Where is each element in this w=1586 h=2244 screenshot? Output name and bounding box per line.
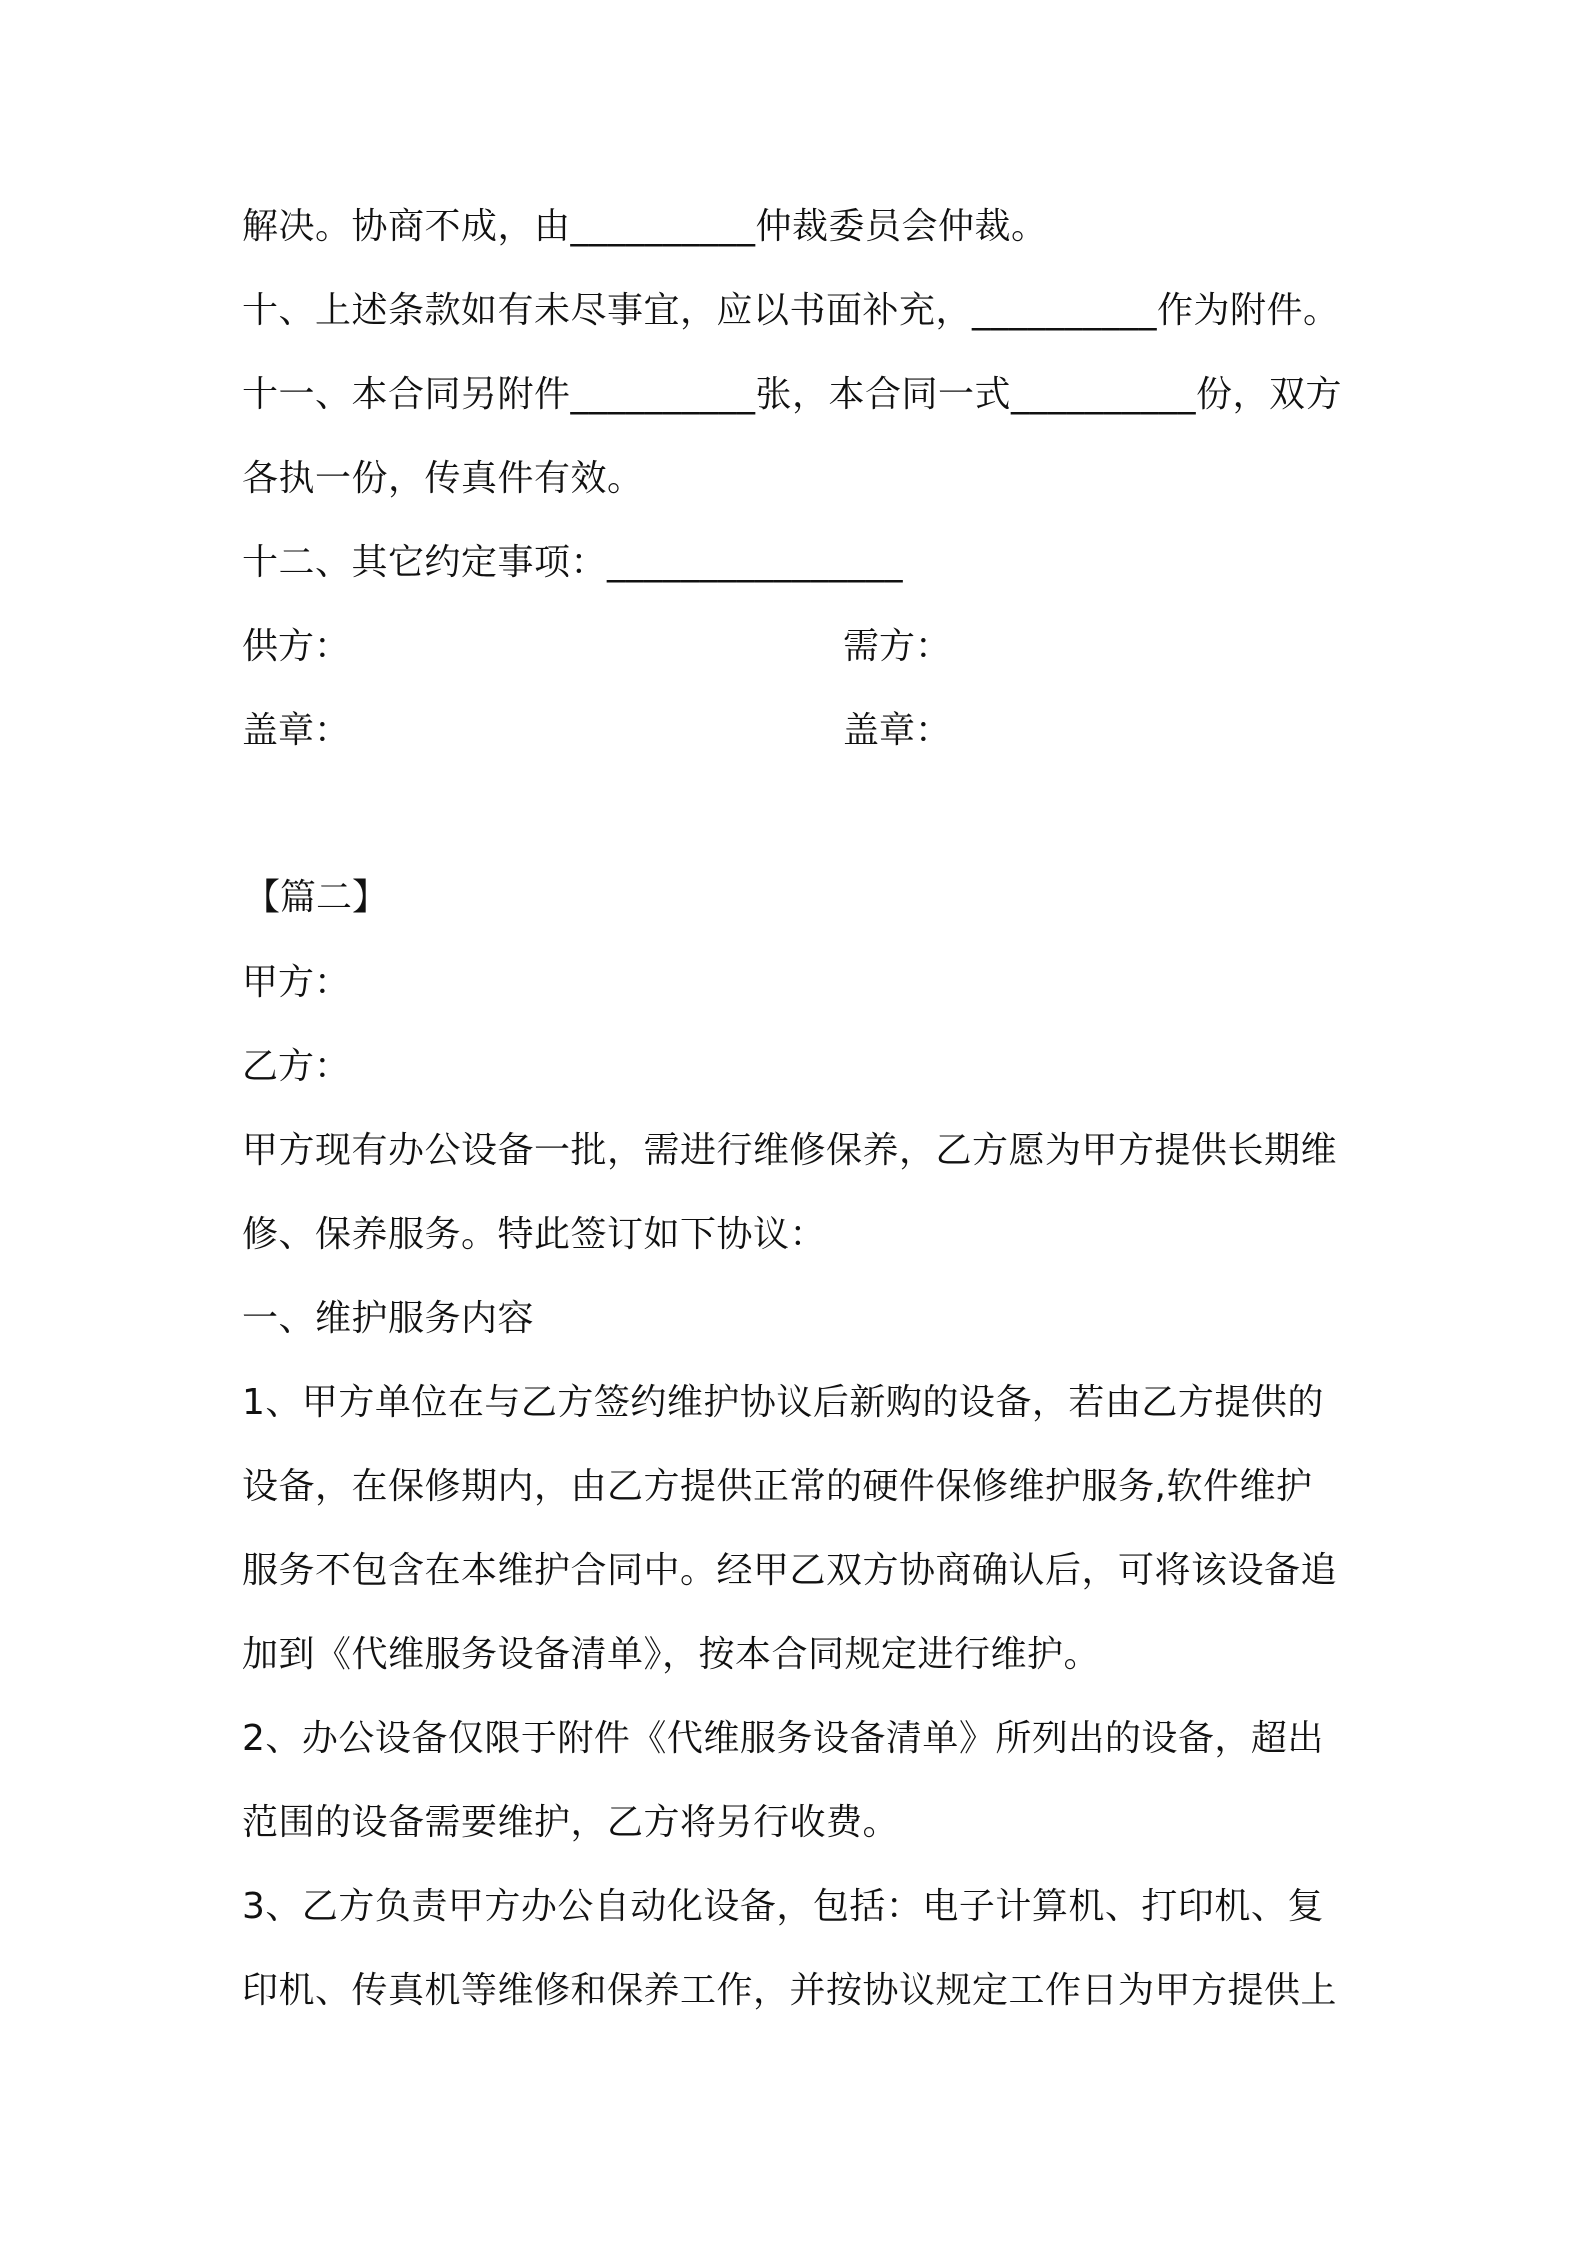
item-one-line: 设备，在保修期内，由乙方提供正常的硬件保修维护服务,软件维护 xyxy=(242,1466,1313,1507)
seal-left-label: 盖章： xyxy=(242,710,351,751)
item-one-line: 1、甲方单位在与乙方签约维护协议后新购的设备，若由乙方提供的 xyxy=(242,1382,1324,1423)
supplier-label: 供方： xyxy=(242,626,351,667)
intro-line: 甲方现有办公设备一批，需进行维修保养，乙方愿为甲方提供长期维 xyxy=(242,1130,1338,1171)
service-content-heading: 一、维护服务内容 xyxy=(242,1298,535,1339)
party-a-label: 甲方： xyxy=(242,962,351,1003)
clause-ten: 十、上述条款如有未尽事宜，应以书面补充，__________作为附件。 xyxy=(242,290,1340,331)
seal-right-label: 盖章： xyxy=(843,710,952,751)
item-three-line: 印机、传真机等维修和保养工作，并按协议规定工作日为甲方提供上 xyxy=(242,1970,1338,2011)
clause-nine-continuation: 解决。协商不成，由__________仲裁委员会仲裁。 xyxy=(242,206,1048,247)
item-two-line: 2、办公设备仅限于附件《代维服务设备清单》所列出的设备，超出 xyxy=(242,1718,1324,1759)
item-one-line: 加到《代维服务设备清单》，按本合同规定进行维护。 xyxy=(242,1634,1101,1675)
buyer-label: 需方： xyxy=(843,626,952,667)
item-two-line: 范围的设备需要维护，乙方将另行收费。 xyxy=(242,1802,900,1843)
item-three-line: 3、乙方负责甲方办公自动化设备，包括：电子计算机、打印机、复 xyxy=(242,1886,1324,1927)
section-two-heading: 【篇二】 xyxy=(244,877,389,918)
intro-line: 修、保养服务。特此签订如下协议： xyxy=(242,1214,827,1255)
clause-eleven: 十一、本合同另附件__________张，本合同一式__________份，双方 xyxy=(242,374,1343,415)
item-one-line: 服务不包含在本维护合同中。经甲乙双方协商确认后，可将该设备追 xyxy=(242,1550,1338,1591)
party-b-label: 乙方： xyxy=(242,1046,351,1087)
clause-twelve: 十二、其它约定事项：________________ xyxy=(242,542,904,583)
clause-eleven-continuation: 各执一份，传真件有效。 xyxy=(242,458,644,499)
